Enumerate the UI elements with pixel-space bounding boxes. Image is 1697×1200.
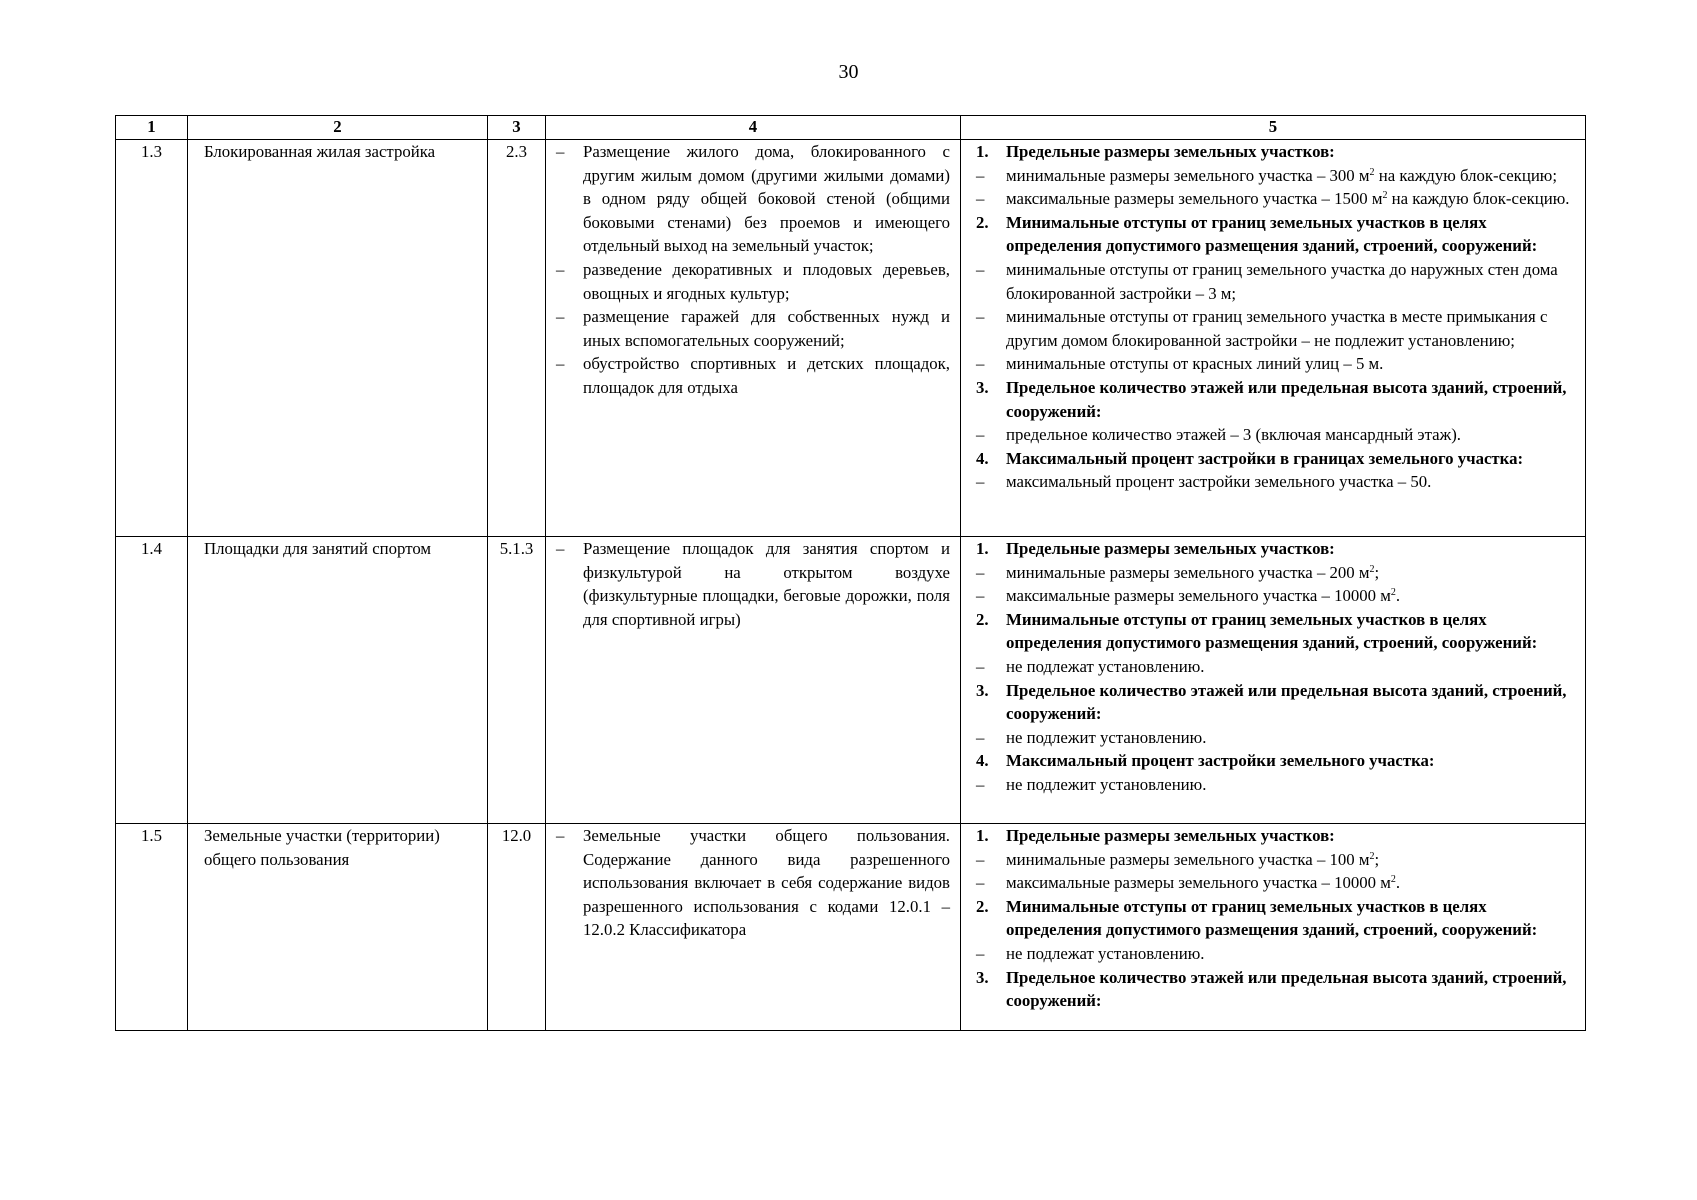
use-type-name: Блокированная жилая застройка [188, 140, 488, 537]
parameter-item: – не подлежит установлению. [976, 774, 1207, 794]
parameter-item: – минимальные отступы от красных линий улиц – 5 м. [976, 354, 1384, 374]
parameters-cell [961, 537, 1586, 824]
use-description [546, 824, 961, 1031]
parameter-heading: 4. Максимальный процент застройки земельного участка: [976, 751, 1435, 771]
description-item: – Земельные участки общего пользования. Содержание данного вида разрешенного использования включает в себя содержание видов разрешенного использования с кодами 12.0.1 – 12.0.2 Классификатора [556, 826, 950, 940]
parameter-item: – минимальные отступы от границ земельного участка в месте примыкания с другим домом блокированной застройки – не подлежит установлению; [976, 307, 1548, 350]
parameter-item: – предельное количество этажей – 3 (включая мансардный этаж). [976, 425, 1461, 445]
parameter-item: – не подлежат установлению. [976, 656, 1205, 676]
parameter-item: – минимальные размеры земельного участка – 100 $м^2$; [976, 849, 1380, 869]
use-type-name: Площадки для занятий спортом [188, 537, 488, 824]
parameter-item: – минимальные размеры земельного участка – 300 $м^2$ на каждую блок-секцию; [976, 165, 1557, 185]
description-item: – обустройство спортивных и детских площадок, площадок для отдыха [556, 354, 950, 397]
parameter-item: – максимальные размеры земельного участка – 1500 $м^2$ на каждую блок-секцию. [976, 189, 1570, 209]
parameter-item: – максимальный процент застройки земельного участка – 50. [976, 472, 1432, 492]
parameter-heading: 3. Предельное количество этажей или предельная высота зданий, строений, сооружений: [976, 680, 1567, 724]
classifier-code: 12.0 [488, 824, 546, 1031]
regulations-table [115, 115, 1586, 1031]
description-item: – разведение декоративных и плодовых деревьев, овощных и ягодных культур; [556, 259, 950, 303]
row-number: 1.3 [116, 140, 188, 537]
description-item: – размещение гаражей для собственных нужд и иных вспомогательных сооружений; [556, 307, 950, 350]
table-header-row [116, 116, 1586, 140]
parameter-item: – не подлежит установлению. [976, 727, 1207, 747]
description-item: – Размещение площадок для занятия спортом и физкультурой на открытом воздухе (физкультурные площадки, беговые дорожки, поля для спортивной игры) [556, 539, 950, 629]
parameter-heading: 2. Минимальные отступы от границ земельных участков в целях определения допустимого размещения зданий, строений, сооружений: [976, 896, 1538, 940]
parameter-heading: 3. Предельное количество этажей или предельная высота зданий, строений, сооружений: [976, 967, 1567, 1011]
classifier-code: 2.3 [488, 140, 546, 537]
parameter-item: – максимальные размеры земельного участка – 10000 $м^2$. [976, 873, 1401, 893]
description-item: – Размещение жилого дома, блокированного с другим жилым домом (другими жилыми домами) в одном ряду общей боковой стеной (общими боковыми стенами) без проемов и имеющего отдельный выход на земельный участок; [556, 142, 950, 256]
parameter-item: – максимальные размеры земельного участка – 10000 $м^2$. [976, 586, 1401, 606]
table-row [116, 537, 1586, 824]
header-col-1: 1 [116, 116, 188, 140]
use-description [546, 537, 961, 824]
header-col-2: 2 [188, 116, 488, 140]
parameter-heading: 2. Минимальные отступы от границ земельных участков в целях определения допустимого размещения зданий, строений, сооружений: [976, 609, 1538, 653]
table-row [116, 824, 1586, 1031]
row-number: 1.5 [116, 824, 188, 1031]
page-number: 30 [838, 61, 859, 83]
parameter-heading: 4. Максимальный процент застройки в границах земельного участка: [976, 448, 1524, 468]
header-col-5: 5 [961, 116, 1586, 140]
parameter-heading: 1. Предельные размеры земельных участков: [976, 142, 1335, 161]
header-col-3: 3 [488, 116, 546, 140]
parameter-heading: 3. Предельное количество этажей или предельная высота зданий, строений, сооружений: [976, 377, 1567, 421]
parameter-item: – не подлежат установлению. [976, 943, 1205, 963]
classifier-code: 5.1.3 [488, 537, 546, 824]
parameter-heading: 1. Предельные размеры земельных участков: [976, 539, 1335, 558]
use-type-name: Земельные участки (территории) общего пользования [188, 824, 488, 1031]
header-col-4: 4 [546, 116, 961, 140]
parameter-heading: 2. Минимальные отступы от границ земельных участков в целях определения допустимого размещения зданий, строений, сооружений: [976, 212, 1538, 256]
row-number: 1.4 [116, 537, 188, 824]
table-row [116, 140, 1586, 537]
parameters-cell [961, 140, 1586, 537]
parameters-cell [961, 824, 1586, 1031]
parameter-heading: 1. Предельные размеры земельных участков: [976, 826, 1335, 845]
use-description [546, 140, 961, 537]
parameter-item: – минимальные размеры земельного участка – 200 $м^2$; [976, 562, 1380, 582]
parameter-item: – минимальные отступы от границ земельного участка до наружных стен дома блокированной застройки – 3 м; [976, 259, 1558, 303]
